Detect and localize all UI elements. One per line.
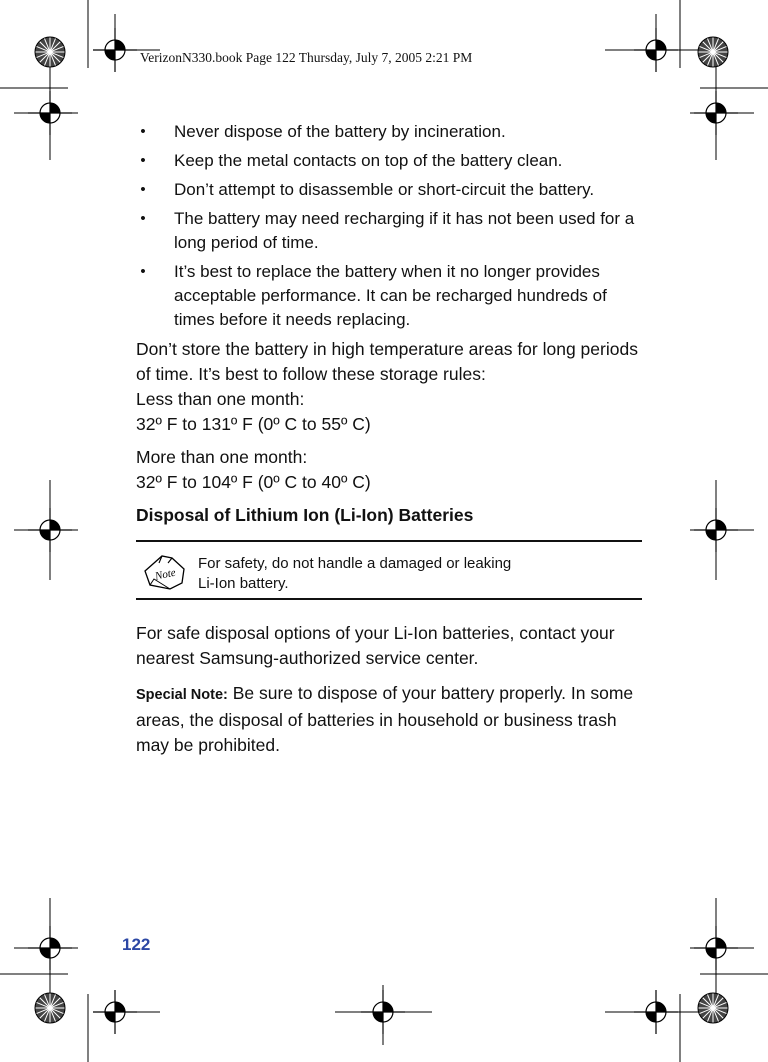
special-note xyxy=(136,681,646,758)
bullet-icon: • xyxy=(140,152,146,169)
list-item xyxy=(136,149,646,173)
storage-less-label: Less than one month: xyxy=(136,389,305,409)
list-item xyxy=(136,207,646,255)
list-item-text: The battery may need recharging if it has not been used for a long period of time. xyxy=(174,209,635,252)
note-icon-label: Note xyxy=(153,566,177,583)
special-note-label: Special Note: xyxy=(136,687,228,703)
bullet-icon: • xyxy=(140,263,146,280)
storage-intro: Don’t store the battery in high temperature areas for long periods of time. It’s best to follow these storage rules: xyxy=(136,339,638,384)
list-item-text: It’s best to replace the battery when it no longer provides acceptable performance. It can be recharged hundreds of times before it needs replacing. xyxy=(174,262,607,329)
disposal-options: For safe disposal options of your Li-Ion batteries, contact your nearest Samsung-authorized service center. xyxy=(136,623,615,668)
disposal-heading: Disposal of Lithium Ion (Li-Ion) Batteries xyxy=(136,505,474,525)
note-text xyxy=(198,554,618,594)
battery-care-list xyxy=(136,120,646,332)
storage-more-range: 32º F to 104º F (0º C to 40º C) xyxy=(136,472,371,492)
list-item-text: Don’t attempt to disassemble or short-circuit the battery. xyxy=(174,180,595,199)
storage-more-label: More than one month: xyxy=(136,447,308,467)
list-item-text: Keep the metal contacts on top of the battery clean. xyxy=(174,151,563,170)
list-item xyxy=(136,120,646,144)
bullet-icon: • xyxy=(140,210,146,227)
note-line-2: Li-Ion battery. xyxy=(198,575,289,592)
special-note-text: Be sure to dispose of your battery properly. In some areas, the disposal of batteries in household or business trash may be prohibited. xyxy=(136,683,634,755)
note-icon xyxy=(142,551,186,591)
page-number: 122 xyxy=(122,935,151,954)
note-line-1: For safety, do not handle a damaged or leaking xyxy=(198,555,512,572)
running-head: VerizonN330.book Page 122 Thursday, July 7, 2005 2:21 PM xyxy=(140,50,473,65)
bullet-icon: • xyxy=(140,123,146,140)
bullet-icon: • xyxy=(140,181,146,198)
list-item-text: Never dispose of the battery by incineration. xyxy=(174,122,506,141)
list-item xyxy=(136,178,646,202)
safety-note xyxy=(136,540,642,600)
list-item xyxy=(136,260,646,332)
page-content xyxy=(136,120,646,758)
storage-less-range: 32º F to 131º F (0º C to 55º C) xyxy=(136,414,371,434)
